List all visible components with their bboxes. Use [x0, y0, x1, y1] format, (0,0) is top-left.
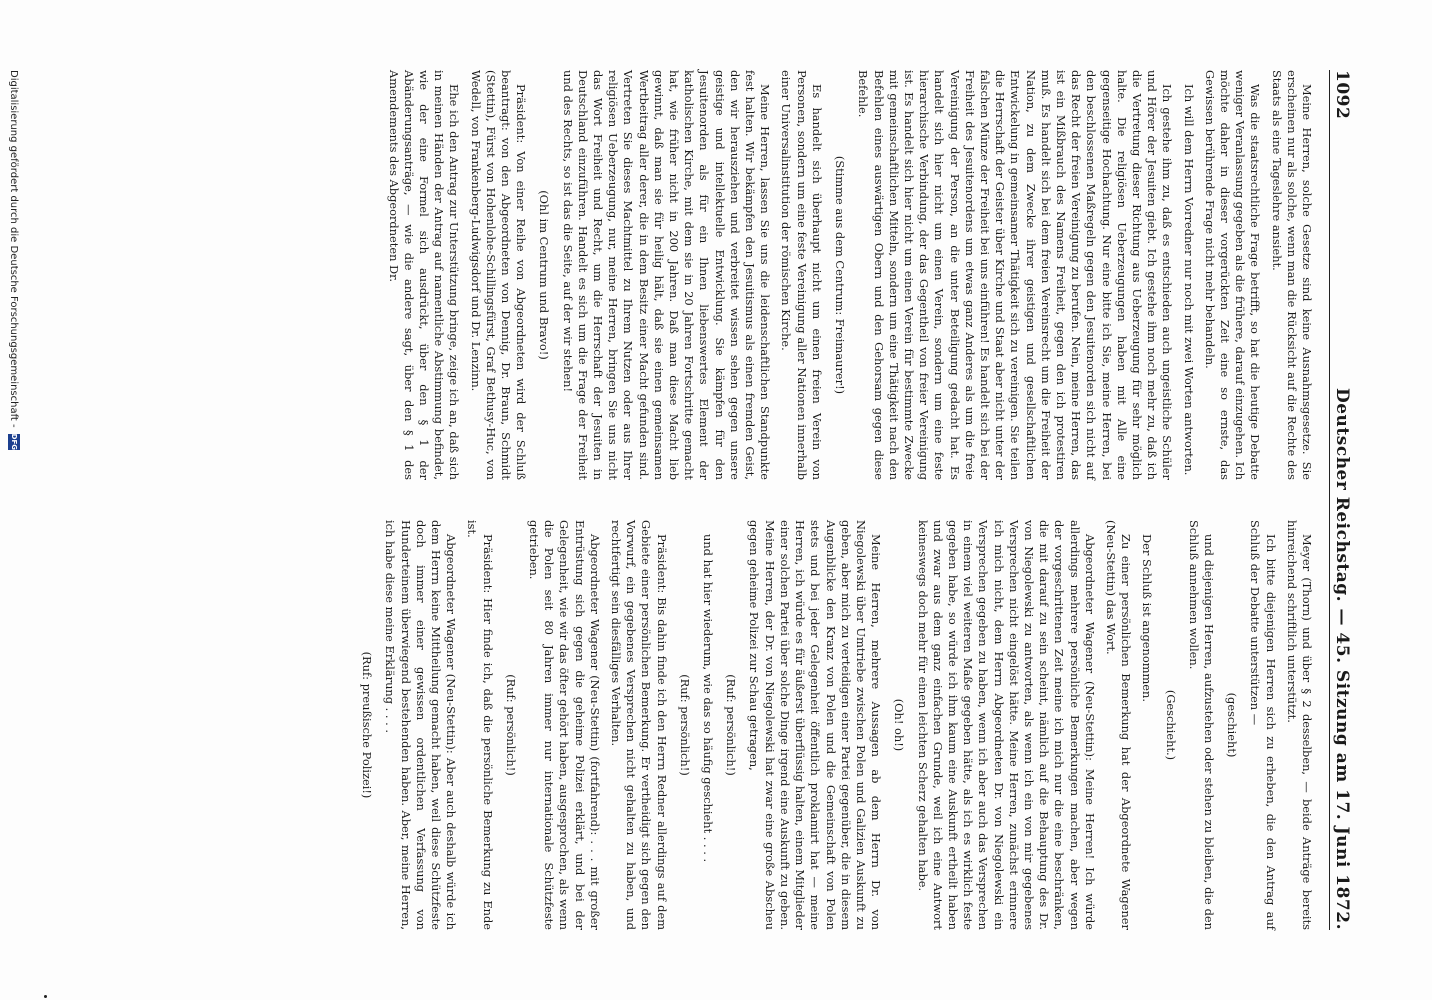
paragraph: Präsident: Von einer Reihe von Abgeordneten wird der Schluß beantragt: von den Abgeordneten von Dennig, Dr. Braun, Schmidt (Stettin), Fürst von Hohenlohe-Schillingsfürst, Graf Bethusy-Huc, von Wedell, von Frankenberg-Ludwigsdorf und Dr. Lenzinn.: [468, 70, 529, 480]
interjection: (Oh! oh!): [892, 698, 907, 752]
interjection: (Geschieht.): [1163, 689, 1178, 761]
dfg-logo-icon: DFG: [10, 433, 18, 450]
interjection: (Ruf: preußische Polizei!): [360, 651, 375, 799]
interjection: (geschieht): [1225, 692, 1240, 758]
paragraph: Präsident: Bis dahin finde ich den Herrn Redner allerdings auf dem Gebiete einer persönlichen Bemerkung. Er vertheidigt sich gegen den Vorwurf, ein gegebenes Versprechen nicht gehalten zu haben, und rechtfertigt sein diesfälliges Verhalten.: [609, 520, 669, 930]
right-column: [351, 520, 1314, 930]
paragraph: Es handelt sich überhaupt nicht um einen freien Verein von Personen, sondern um eine feste Vereinigung aller Nationen innerhalb einer Universalinstitution der römischen Kirche.: [779, 70, 824, 480]
interjection: (Ohl im Centrum und Bravo!): [537, 190, 552, 360]
paragraph: Abgeordneter Wagener (Neu-Stettin): Meine Herren! Ich würde allerdings mehrere persönliche Bemerkungen machen, aber wegen der vorgeschrittenen Zeit meine ich mich nur die eine beschränken, die mit darauf zu sein scheint, nämlich auf die Behauptung des Dr. von Niegolewski zu antworten, als wenn ich ein von mir gegebenes Versprechen nicht eingelöst hätte. Meine Herren, zunächst erinnere ich mich nicht, dem Herrn Abgeordneten Dr. von Niegolewski ein Versprechen gegeben zu haben, wenn ich aber auch das Versprechen in einem viel weiteren Maße gegeben hätte, als ich es wirklich feste gegeben habe, so würde ich ihm kaum eine Auskunft ertheilt haben und zwar aus dem ganz einfachen Grunde, weil ich eine Antwort keineswegs doch mehr für einen leichten Scherz gehalten habe.: [915, 520, 1097, 930]
interjection: (Ruf: persönlich!): [503, 674, 518, 776]
paragraph: Der Schluß ist angenommen.: [1140, 534, 1155, 703]
interjection: (Ruf: persönlich!): [677, 674, 692, 776]
paragraph: Zu einer persönlichen Bemerkung hat der Abgeordnete Wagener (Neu-Stettin) das Wort.: [1103, 520, 1134, 930]
left-column: [379, 70, 1314, 480]
paragraph: Meine Herren, mehrere Aussagen ab dem Herrn Dr. von Niegolewski über Umtriebe zwischen Polen und Galizien Auskunft zu geben, aber mich zu verteidigen einer Partei gegenüber, die in diesem Augenblicke den Kranz von Polen und die Gemeinschaft von Polen stets und bei jeder Gelegenheit öffentlich proklamirt hat — meine Herren, ich würde es für äußerst überflüssig halten, einem Mitglieder einer solchen Partei über solche Dinge irgend eine Auskunft zu geben. Meine Herren, der Dr. von Niegolewski hat zwar eine große Abscheu gegen geheime Polizei zur Schau getragen,: [747, 520, 884, 930]
paragraph: Was die staatsrechtliche Frage betrifft, so hat die heutige Debatte weniger Veranlassung gegeben als die frühere, darauf einzugehen. Ich möchte daher in dieser vorgerückten Zeit eine so ernste, das Gewissen berührende Frage nicht mehr behandeln.: [1202, 70, 1263, 480]
footer-text: Digitalisierung gefördert durch die Deutsche Forschungsgemeinschaft -: [8, 70, 20, 428]
interjection: (Stimme aus dem Centrum: Freimaurer!): [833, 155, 848, 395]
paragraph: und diejenigen Herren, aufzustehen oder stehen zu bleiben, die den Schluß annehmen wollen.: [1186, 520, 1216, 930]
paragraph: Ich gestehe ihm zu, daß es entschieden auch ungeistliche Schüler und Hörer der Jesuiten giebt. Ich gestehe ihm noch mehr zu, daß ich die Vertretung dieser Richtung aus Ueberzeugung für sehr möglich halte. Die religiösen Ueberzeugungen haben mit Alle eine gegenseitige Hochachtung. Nur eine bitte ich Sie, meine Herren, bei den beschlossenen Maßregeln gegen den Jesuitenorden sich nicht auf das Recht der freien Vereinigung zu berufen. Nein, meine Herren, das ist ein Mißbrauch des Namens Freiheit, gegen den ich protestiren muß. Es handelt sich bei dem freien Vereinsrecht um die Freiheit der Nation, zu dem Zwecke ihrer geistigen und gesellschaftlichen Entwickelung in gemeinsamer Thätigkeit sich zu vereinigen. Sie teilen die Herrschaft der Geister über Kirche und Staat aber nicht unter der falschen Münze der Freiheit bei uns einführen! Es handelt sich bei der Freiheit des Jesuitenordens um etwas ganz Anderes als um die freie Vereinigung der Person, an die unter Beteiligung gedacht hat. Es handelt sich hier nicht um einen Verein, sondern um eine feste hierarchische Verbindung, der das Gegentheil von freier Vereinigung ist. Es handelt sich hier nicht um einen Verein für bestimmte Zwecke mit gemeinschaftlichen Mitteln, sondern um eine Thätigkeit nach den Befehlen eines auswärtigen Obern und den Gehorsam gegen diese Befehle.: [856, 70, 1175, 480]
paragraph: Meine Herren, solche Gesetze sind keine Ausnahmsgesetze. Sie erscheinen nur als solche, wenn man die Rücksicht auf die Rechte des Staats als eine Tageslehre ansieht.: [1269, 70, 1314, 480]
paragraph: Abgeordneter Wagener (Neu-Stettin): Aber auch deshalb würde ich dem Herrn keine Mittheilung gemacht haben, weil diese Schützfeste doch immer einer gewissen ordentlichen Verfassung von Hunderteinem überwiegend bestehenden haben. Aber, meine Herren, ich habe diese meine Erklärung . . . .: [383, 520, 459, 930]
paragraph: Abgeordneter Wagener (Neu-Stettin) (fortfahrend): . . . mit großer Entrüstung sich gegen die geheime Polizei erklärt, und bei der Gelegenheit, wie wir das öfter gehört haben, ausgesprochen, als wenn die Polen seit 80 Jahren immer nur internationale Schützfeste getrieben.: [527, 520, 602, 930]
page-number: 1092: [1332, 70, 1352, 120]
paragraph: Ehe ich den Antrag zur Unterstützung bringe, zeige ich an, daß sich in meinen Händen der Antrag auf namentliche Abstimmung befindet, wie der eine Formel sich ausdrückt, über den § 1 der Abänderungsanträge, — wie die andere sagt, über den § 1 des Amendements des Abgeordneten Dr.: [386, 70, 462, 480]
interjection: (Ruf: persönlich!): [724, 674, 739, 776]
paragraph: Präsident: Hier finde ich, daß die persönliche Bemerkung zu Ende ist.: [465, 520, 495, 930]
paragraph: Ich will dem Herrn Vorredner nur noch mit zwei Worten antworten.: [1181, 84, 1196, 476]
paragraph: Meine Herren, lassen Sie uns die leidenschaftlichen Standpunkte fest halten. Wir bekämpfen den Jesuitismus als einen fremden Geist, den wir herausziehen und verbreitet wissen sehen gegen unsere geistige und intellektuelle Entwicklung. Sie kämpfen für den Jesuitenorden als für ein Ihnen liebenswertes Element der katholischen Kirche, mit dem sie in 20 Jahren Fortschritte gemacht hat, wie früher nicht in 200 Jahren. Daß man diese Macht lieb gewinnt, daß man sie für heilig hält, daß sie einen gemeinsamen Wertbeitrag aller derer, die in dem Besitz einer Macht gefunden sind. Vertreten Sie dieses Machtmittel zu Ihrem Nutzen oder aus Ihrer religiösen Ueberzeugung, nur, meine Herren, bringen Sie uns nicht das Wort Freiheit und Recht, um die Herrschaft der Jesuiten in Deutschland einzuführen. Handelt es sich um die Frage der Freiheit und des Rechts, so ist das die Seite, auf der wir stehen!: [560, 70, 773, 480]
ink-dot: [44, 995, 47, 998]
paragraph: Ich bitte diejenigen Herren sich zu erheben, die den Antrag auf Schluß der Debatte unterstützen —: [1248, 520, 1278, 930]
page-header: [1329, 70, 1354, 930]
digitization-footer: [8, 70, 20, 930]
paragraph: und hat hier wiederum, wie das so häufig geschieht . . . .: [701, 534, 716, 863]
page-title: Deutscher Reichstag. — 45. Sitzung am 17. Juni 1872.: [1332, 388, 1352, 930]
paragraph: Meyer (Thorn) und über § 2 desselben, — beide Anträge bereits hinreichend schriftlich unterstützt.: [1284, 520, 1314, 930]
